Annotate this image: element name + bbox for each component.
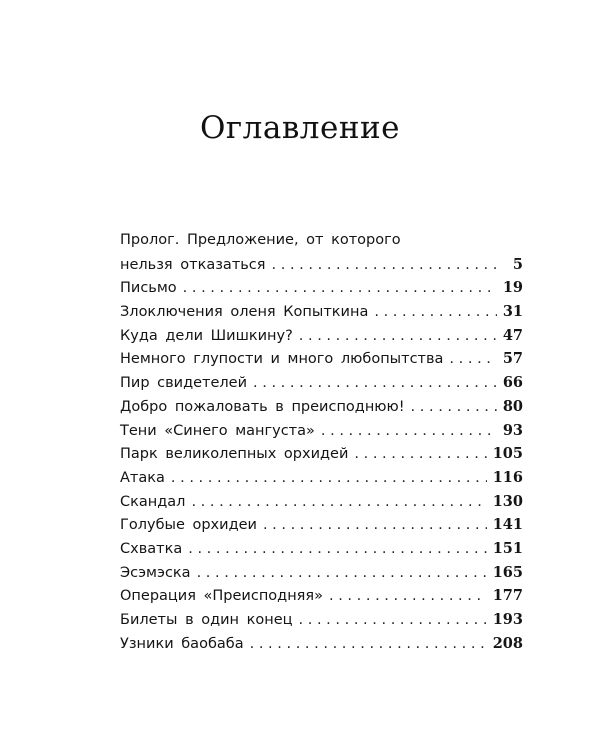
toc-entry-first-line: Пролог. Предложение, от которого [120, 232, 401, 248]
toc-page-number: 80 [502, 397, 523, 415]
toc-page-number: 165 [492, 563, 523, 581]
toc-entry[interactable] [120, 422, 523, 446]
dot-leader [299, 612, 487, 628]
toc-entry-title: нельзя отказаться [120, 256, 266, 273]
toc-page-number: 105 [492, 445, 523, 463]
toc-entry-title: Узники баобаба [120, 635, 244, 652]
toc-entry[interactable] [120, 374, 523, 398]
toc-page-number: 5 [512, 255, 523, 273]
toc-entry[interactable] [120, 493, 523, 517]
toc-entry-title: Операция «Преисподняя» [120, 588, 323, 605]
toc-page-number: 177 [492, 587, 523, 605]
toc-page-number: 66 [502, 374, 523, 392]
toc-entry-title: Голубые орхидеи [120, 517, 257, 534]
toc-entry-title: Схватка [120, 540, 183, 557]
toc-page-number: 57 [502, 350, 523, 368]
toc-entry[interactable] [120, 516, 523, 540]
toc-page-number: 31 [502, 303, 523, 321]
toc-entry-title: Куда дели Шишкину? [120, 327, 293, 344]
toc-entry[interactable] [120, 469, 523, 493]
toc-page-number: 47 [502, 326, 523, 344]
toc-entry-title: Пир свидетелей [120, 375, 248, 392]
dot-leader [183, 280, 497, 296]
toc-entry[interactable] [120, 350, 523, 374]
dot-leader [411, 399, 497, 415]
toc-entry[interactable] [120, 303, 523, 327]
table-of-contents [120, 232, 523, 658]
toc-entry[interactable] [120, 587, 523, 611]
dot-leader [188, 541, 486, 557]
toc-entry[interactable] [120, 540, 523, 564]
dot-leader [250, 636, 487, 652]
dot-leader [321, 423, 497, 439]
dot-leader [354, 446, 486, 462]
toc-entry[interactable] [120, 256, 523, 280]
toc-entry-title: Злоключения оленя Копыткина [120, 304, 369, 321]
toc-page-number: 208 [492, 634, 523, 652]
dot-leader [299, 328, 497, 344]
dot-leader [272, 257, 499, 273]
dot-leader [197, 565, 487, 581]
dot-leader [449, 351, 496, 367]
toc-entry-title: Парк великолепных орхидей [120, 446, 349, 463]
toc-entry-title: Письмо [120, 280, 177, 297]
toc-page-number: 130 [492, 492, 523, 510]
dot-leader [374, 304, 496, 320]
toc-entry[interactable] [120, 445, 523, 469]
toc-entry-title: Эсэмэска [120, 564, 191, 581]
toc-entry[interactable] [120, 564, 523, 588]
toc-entry-title: Тени «Синего мангуста» [120, 422, 315, 439]
toc-page-number: 141 [492, 516, 523, 534]
toc-entry-title: Атака [120, 469, 165, 486]
dot-leader [253, 375, 497, 391]
dot-leader [171, 470, 487, 486]
toc-entry[interactable] [120, 398, 523, 422]
dot-leader [263, 517, 487, 533]
toc-entry[interactable] [120, 635, 523, 659]
toc-entry[interactable] [120, 327, 523, 351]
toc-entry-title: Добро пожаловать в преисподнюю! [120, 398, 405, 415]
toc-entry-title: Скандал [120, 493, 186, 510]
dot-leader [329, 588, 487, 604]
dot-leader [191, 494, 486, 510]
toc-page-number: 93 [502, 421, 523, 439]
page-title: Оглавление [200, 110, 400, 146]
toc-entry-title: Билеты в один конец [120, 612, 293, 628]
toc-page-number: 193 [492, 611, 523, 628]
toc-page-number: 151 [492, 539, 523, 557]
toc-page-number: 19 [502, 279, 523, 297]
toc-page-number: 116 [492, 468, 523, 486]
toc-entry[interactable] [120, 279, 523, 303]
toc-entry[interactable] [120, 611, 523, 635]
toc-entry-title: Немного глупости и много любопытства [120, 351, 444, 368]
